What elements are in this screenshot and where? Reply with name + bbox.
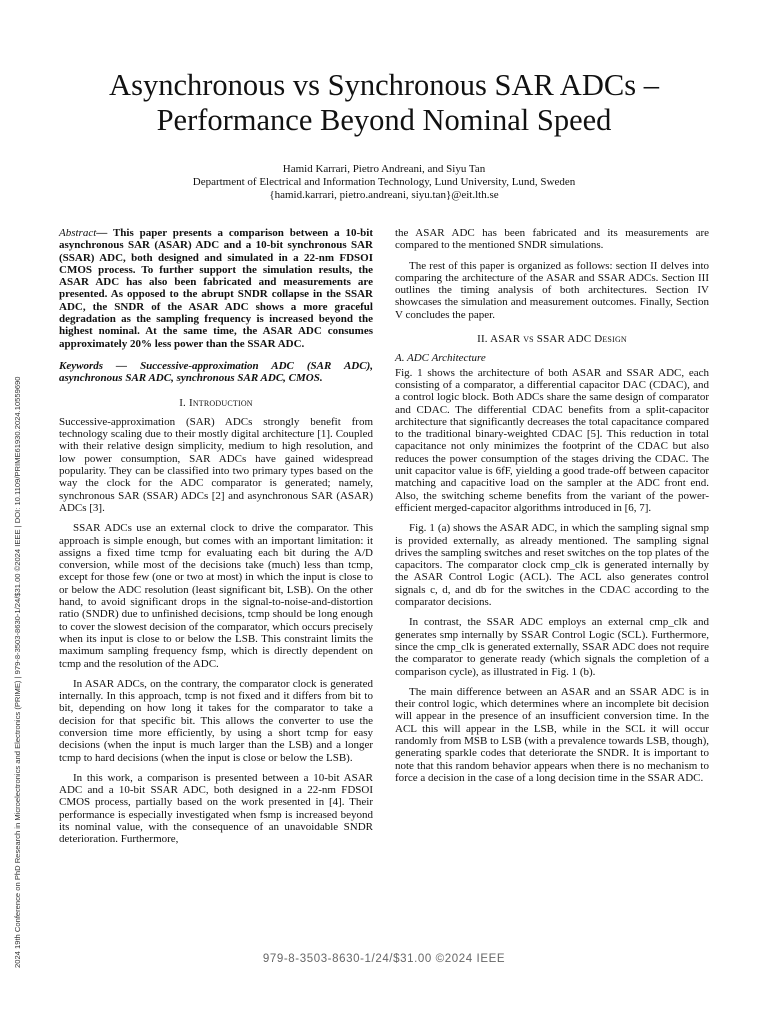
keywords-text: — Successive-approximation ADC (SAR ADC), asynchronous SAR ADC, synchronous SAR ADC, CMOS. <box>59 359 373 385</box>
section-heading-design: II. ASAR vs SSAR ADC Design <box>477 333 627 346</box>
author-emails: {hamid.karrari, pietro.andreani, siyu.tan}@eit.lth.se <box>269 189 499 202</box>
title-line-2: Performance Beyond Nominal Speed <box>156 103 612 137</box>
abstract-text: — This paper presents a comparison between a 10-bit asynchronous SAR (ASAR) ADC and a 10-bit synchronous SAR (SSAR) ADC, both designed and simulated in a 22-nm FDSOI CMOS process. To further support the simulation results, the ASAR ADC has also been fabricated and measurements are presented. As opposed to the abrupt SNDR collapse in the SSAR ADC, the SNDR of the ASAR ADC shows a more graceful degradation as the sampling frequency is increased beyond the highest nominal. At the same time, the ASAR ADC consumes approximately 20% less power than the SSAR ADC. <box>59 227 373 350</box>
intro-paragraph-4: In this work, a comparison is presented between a 10-bit ASAR ADC and a 10-bit SSAR ADC, both designed in a 22-nm FDSOI CMOS process, partially based on the work presented in [4]. Their performance is especially investigated when fsmp is increased beyond its nominal value, with the consequence of an unavoidable SNDR deterioration. Furthermore, <box>59 771 373 846</box>
page-footer-copyright: 979-8-3503-8630-1/24/$31.00 ©2024 IEEE <box>262 953 506 965</box>
paper-outline-paragraph: The rest of this paper is organized as follows: section II delves into comparing the architecture of the ASAR and SSAR ADCs. Section III outlines the timing analysis of both architectures. Section IV showcases the simulation and measurement outcomes. Finally, Section V concludes the paper. <box>395 259 709 321</box>
subsection-heading-architecture: A. ADC Architecture <box>395 352 486 365</box>
intro-paragraph-3: In ASAR ADCs, on the contrary, the comparator clock is generated internally. In this approach, tcmp is not fixed and it differs from bit to bit, depending on how long it takes for the comparator to take a decision for that specific bit. This allows the converter to use the conversion time more efficiently, by using a short tcmp for easy decisions (when the input is much larger than the LSB) and a longer tcmp to hard decisions (when the input is close or below the LSB). <box>59 677 373 764</box>
keywords-lead: Keywords <box>59 359 103 372</box>
architecture-paragraph-3: In contrast, the SSAR ADC employs an external cmp_clk and generates smp internally by SSAR Control Logic (SCL). Furthermore, since the cmp_clk is generated externally, SSAR ADC does not require the comparator to generate ready (which signals the completion of a comparison cycle), as illustrated in Fig. 1 (b). <box>395 616 709 678</box>
intro-continued-paragraph: the ASAR ADC has been fabricated and its measurements are compared to the mentioned SNDR simulations. <box>395 227 709 252</box>
section-heading-introduction: I. Introduction <box>179 396 253 409</box>
abstract-paragraph <box>59 227 373 350</box>
author-names: Hamid Karrari, Pietro Andreani, and Siyu Tan <box>282 163 486 175</box>
architecture-paragraph-1: Fig. 1 shows the architecture of both ASAR and SSAR ADC, each consisting of a comparator, a differential capacitor DAC (CDAC), and a control logic block. Both ADCs share the same design of comparator and CDAC. The differential CDAC benefits from a split-capacitor architecture that significantly decreases the total capacitance compared to the traditional binary-weighted CDAC [5]. This reduction in total capacitance not only minimizes the footprint of the CDAC but also reduces the power consumption of the stages driving the CDAC. The unit capacitor value is 6fF, yielding a good trade-off between capacitor matching and capacitive load on the sampler at the ADC front end. Also, the switching scheme benefits from the variant of the power-efficient merged-capacitor algorithms introduced in [6, 7]. <box>395 366 709 514</box>
abstract-lead: Abstract <box>59 227 97 239</box>
left-column <box>59 227 373 846</box>
paper-title <box>60 68 708 138</box>
right-column <box>395 227 709 784</box>
sidebar-doi-strip: 2024 19th Conference on PhD Research in Microelectronics and Electronics (PRIME) | 979-8-3503-8630-1/24/$31.00 ©2024 IEEE | DOI: 10.1109/PRIME61930.2024.10559690 <box>13 376 22 968</box>
intro-paragraph-1: Successive-approximation (SAR) ADCs strongly benefit from technology scaling due to their mostly digital architecture [1]. Coupled with their relative design simplicity, medium to high resolution, and low power consumption, SAR ADCs have gained widespread popularity. They can be classified into two primary types based on the way the clock for the ADC comparator is generated; namely, synchronous SAR (SSAR) ADCs [2] and asynchronous SAR (ASAR) ADCs [3]. <box>59 415 373 514</box>
architecture-paragraph-2: Fig. 1 (a) shows the ASAR ADC, in which the sampling signal smp is provided externally, as already mentioned. The sampling signal drives the sampling switches and reset switches on the top plates of the capacitors. The comparator clock cmp_clk is generated internally by the ASAR Control Logic (ACL). The ACL also generates control signals c, d, and db for the switches in the CDAC according to the comparator decisions. <box>395 522 709 609</box>
title-line-1: Asynchronous vs Synchronous SAR ADCs – <box>109 68 659 102</box>
author-affiliation: Department of Electrical and Information Technology, Lund University, Lund, Sweden <box>192 176 576 189</box>
architecture-paragraph-4: The main difference between an ASAR and an SSAR ADC is in their control logic, which determines where an incomplete bit decision will appear in the presence of an insufficient conversion time. In the ACL this will appear in the LSB, while in the SCL it will occur randomly from MSB to LSB (with a prevalence towards LSB, though), generating sparkle codes that deteriorate the SNDR. It is important to note that this random behavior appears when there is no mechanism to force a decision in the case of a long decision time in the SSAR ADC. <box>395 685 709 784</box>
keywords-paragraph <box>59 360 373 385</box>
author-block <box>60 163 708 203</box>
intro-paragraph-2: SSAR ADCs use an external clock to drive the comparator. This approach is simple enough, but comes with an important limitation: it assigns a fixed time tcmp for evaluating each bit during the A/D conversion, while most of the decisions take (much) less than tcmp, except for those few (one or two at most) in which the input is close to or below the ADC resolution (least significant bit, LSB). On the other hand, to avoid significant drops in the signal-to-noise-and-distortion ratio (SNDR) due to unfinished decisions, tcmp should be long enough to cover the slowest decision of the comparator, which occurs precisely when its input is close to or below the LSB. This constraint limits the maximum sampling frequency fsmp, which is directly dependent on tcmp and the resolution of the ADC. <box>59 522 373 670</box>
